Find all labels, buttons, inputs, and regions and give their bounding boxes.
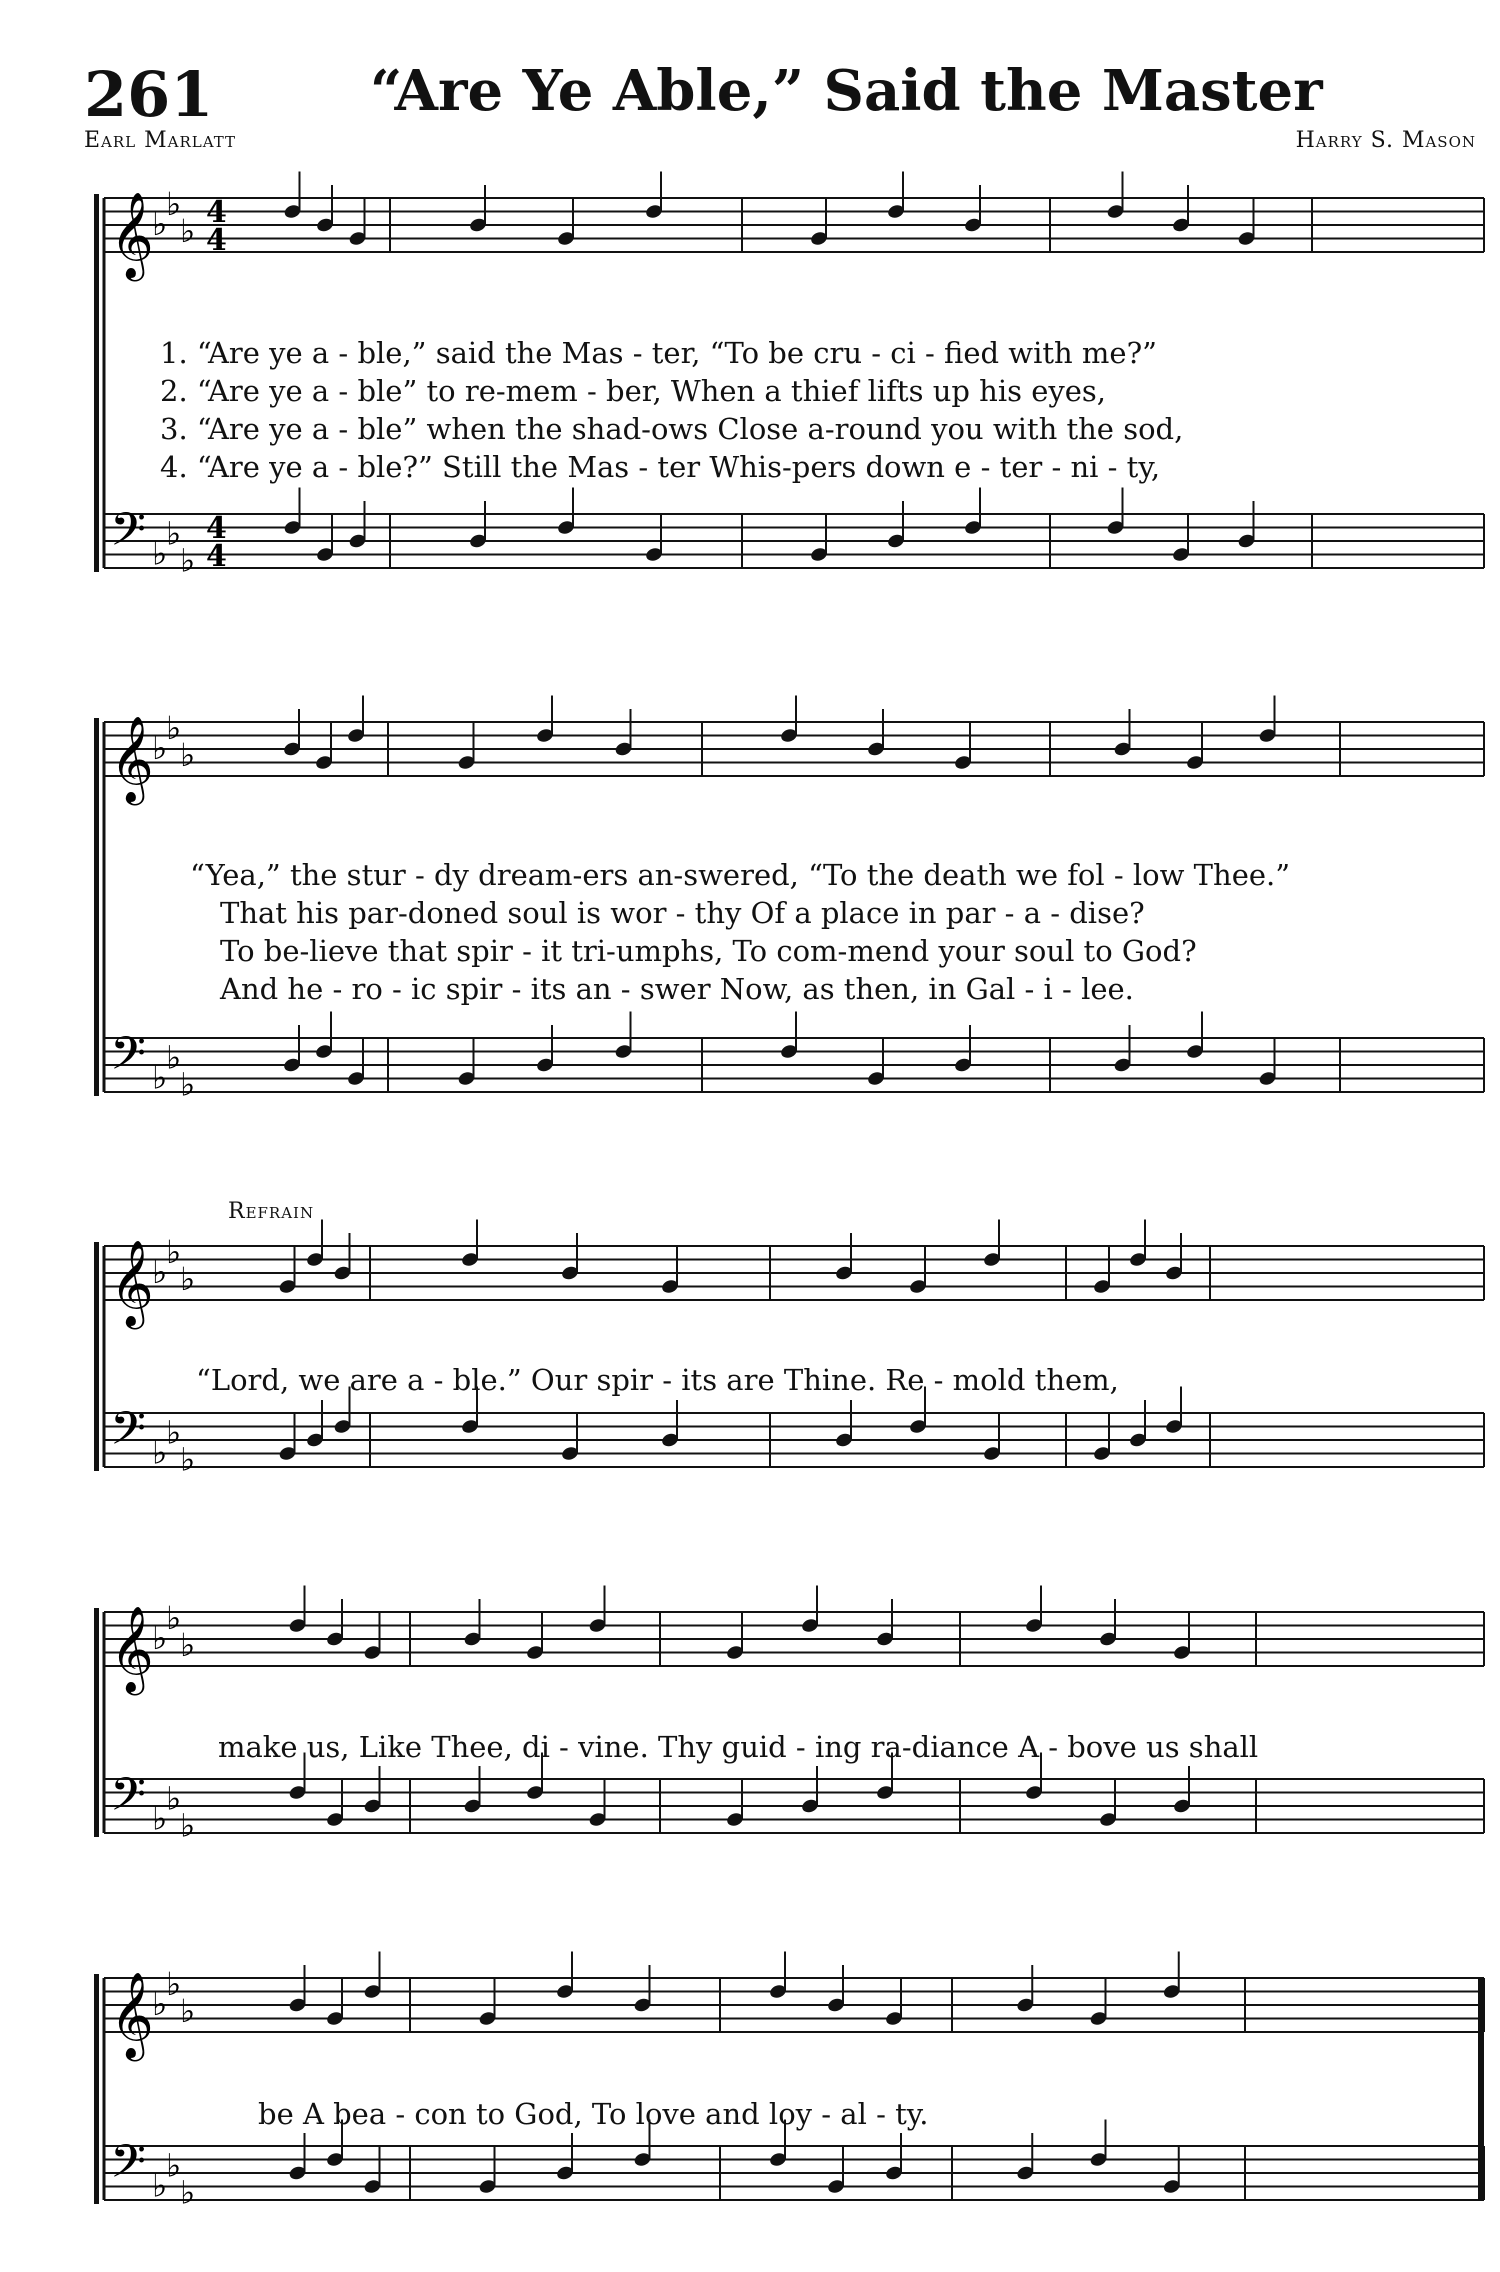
key-flat-icon: ♭ <box>166 1232 182 1271</box>
key-flat-icon: ♭ <box>152 1799 168 1838</box>
key-flat-icon: ♭ <box>152 729 168 767</box>
refrain-line-2: make us, Like Thee, di - vine. Thy guid - ing ra-diance A - bove us shall <box>218 1730 1259 1764</box>
final-barline <box>1478 1978 1484 2200</box>
key-flat-icon: ♭ <box>166 184 182 223</box>
key-flat-icon: ♭ <box>152 534 168 573</box>
verse-1-line-a: 1. “Are ye a - ble,” said the Mas - ter, “To be cru - ci - fied with me?” <box>160 336 1157 370</box>
bass-clef-icon: 𝄢 <box>110 503 147 568</box>
bass-clef-icon: 𝄢 <box>110 1027 147 1092</box>
key-flat-icon: ♭ <box>166 1598 182 1637</box>
verse-2-line-a: 2. “Are ye a - ble” to re-mem - ber, When a thief lifts up his eyes, <box>160 374 1107 408</box>
hymn-number: 261 <box>84 58 214 131</box>
key-flat-icon: ♭ <box>152 2166 168 2205</box>
key-flat-icon: ♭ <box>152 1253 168 1291</box>
hymn-title: “Are Ye Able,” Said the Master <box>370 58 1323 124</box>
treble-clef-icon: 𝄞 <box>110 192 154 278</box>
composer-credit: Harry S. Mason <box>1295 128 1476 153</box>
refrain-label: Refrain <box>228 1199 315 1224</box>
key-flat-icon: ♭ <box>166 708 182 747</box>
verse-4-line-b: And he - ro - ic spir - its an - swer Now, as then, in Gal - i - lee. <box>220 972 1134 1006</box>
time-signature-bottom: 4 <box>206 539 227 574</box>
key-flat-icon: ♭ <box>180 1806 196 1845</box>
treble-clef-icon: 𝄞 <box>110 716 154 802</box>
time-signature-top: 4 <box>206 511 227 546</box>
key-flat-icon: ♭ <box>152 1985 168 2023</box>
key-flat-icon: ♭ <box>180 1625 196 1664</box>
key-flat-icon: ♭ <box>152 1433 168 1472</box>
key-flat-icon: ♭ <box>152 1619 168 1657</box>
key-flat-icon: ♭ <box>180 2173 196 2212</box>
key-flat-icon: ♭ <box>166 2146 182 2185</box>
system-bracket <box>94 1974 99 2204</box>
key-flat-icon: ♭ <box>166 1413 182 1452</box>
verse-3-line-a: 3. “Are ye a - ble” when the shad-ows Close a-round you with the sod, <box>160 412 1184 446</box>
system-bracket <box>94 1242 99 1471</box>
system-bracket <box>94 1608 99 1837</box>
lyricist-credit: Earl Marlatt <box>84 128 237 153</box>
verse-4-line-a: 4. “Are ye a - ble?” Still the Mas - ter Whis-pers down e - ter - ni - ty, <box>160 450 1161 484</box>
treble-clef-icon: 𝄞 <box>110 1606 154 1692</box>
key-flat-icon: ♭ <box>166 1779 182 1818</box>
time-signature-bottom: 4 <box>206 223 227 258</box>
verse-1-line-b: “Yea,” the stur - dy dream-ers an-swered, “To the death we fol - low Thee.” <box>190 858 1291 892</box>
key-flat-icon: ♭ <box>180 541 196 580</box>
verse-3-line-b: To be-lieve that spir - it tri-umphs, To com-mend your soul to God? <box>220 934 1197 968</box>
time-signature-top: 4 <box>206 195 227 230</box>
bass-clef-icon: 𝄢 <box>110 1768 147 1833</box>
treble-clef-icon: 𝄞 <box>110 1972 154 2058</box>
key-flat-icon: ♭ <box>180 1440 196 1479</box>
key-flat-icon: ♭ <box>180 211 196 250</box>
system-bracket <box>94 194 99 572</box>
verse-2-line-b: That his par-doned soul is wor - thy Of a place in par - a - dise? <box>220 896 1145 930</box>
bass-clef-icon: 𝄢 <box>110 1402 147 1467</box>
refrain-line-3: be A bea - con to God, To love and loy - al - ty. <box>258 2097 929 2131</box>
key-flat-icon: ♭ <box>180 1259 196 1298</box>
key-flat-icon: ♭ <box>180 1065 196 1104</box>
treble-clef-icon: 𝄞 <box>110 1240 154 1326</box>
key-flat-icon: ♭ <box>180 1991 196 2030</box>
refrain-line-1: “Lord, we are a - ble.” Our spir - its are Thine. Re - mold them, <box>196 1363 1119 1397</box>
key-flat-icon: ♭ <box>166 1038 182 1077</box>
bass-clef-icon: 𝄢 <box>110 2135 147 2200</box>
key-flat-icon: ♭ <box>180 735 196 774</box>
key-flat-icon: ♭ <box>166 514 182 553</box>
key-flat-icon: ♭ <box>152 205 168 243</box>
system-bracket <box>94 718 99 1096</box>
key-flat-icon: ♭ <box>166 1964 182 2003</box>
key-flat-icon: ♭ <box>152 1058 168 1097</box>
